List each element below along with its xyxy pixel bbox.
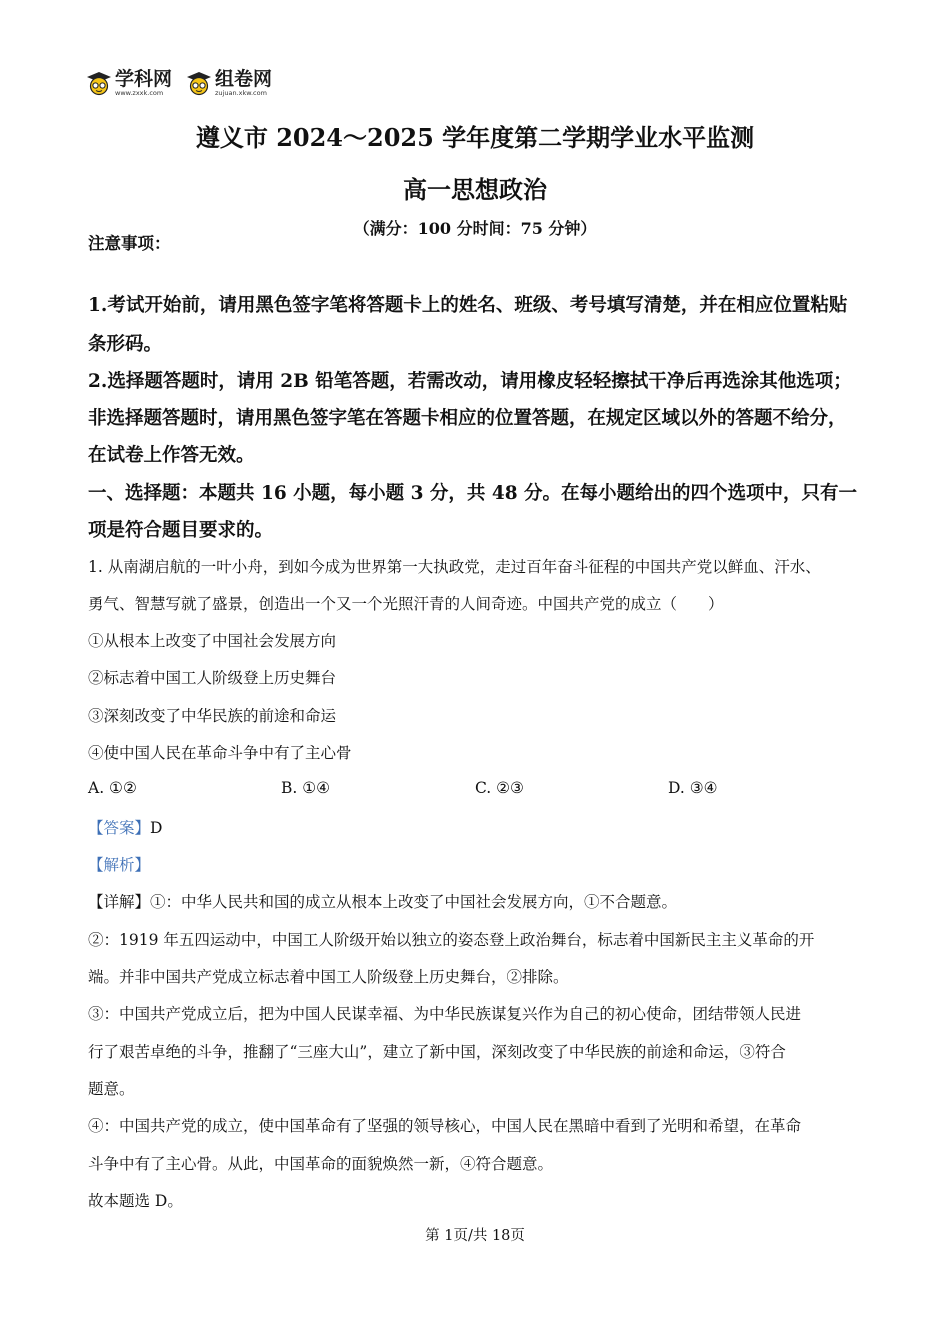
logo-name: 学科网 xyxy=(115,68,173,90)
logo-name: 组卷网 xyxy=(215,68,273,90)
question-1-stem-line1: 1. 从南湖启航的一叶小舟，到如今成为世界第一大执政党，走过百年奋斗征程的中国共产党以鲜血、汗水、 xyxy=(88,558,821,576)
exam-info: （满分：100 分时间：75 分钟） xyxy=(353,219,597,238)
notice-2-line1: 2.选择题答题时，请用 2B 铅笔答题，若需改动，请用橡皮轻轻擦拭干净后再选涂其他选项； xyxy=(88,371,852,392)
exam-title: 遵义市 2024～2025 学年度第二学期学业水平监测 xyxy=(195,123,755,152)
option-d: D. ③④ xyxy=(668,779,718,797)
logo-url: www.zxxk.com xyxy=(115,89,164,97)
option-c: C. ②③ xyxy=(475,779,524,797)
statement-4: ④使中国人民在革命斗争中有了主心骨 xyxy=(88,744,352,762)
notice-2-line2: 非选择题答题时，请用黑色签字笔在答题卡相应的位置答题，在规定区域以外的答题不给分， xyxy=(88,408,847,429)
analysis-tag: 【解析】 xyxy=(88,856,151,874)
page-footer: 第 1页/共 18页 xyxy=(425,1228,525,1244)
subject-title: 高一思想政治 xyxy=(403,175,547,204)
detail-line: ③：中国共产党成立后，把为中国人民谋幸福、为中华民族谋复兴作为自己的初心使命，团结带领人民进 xyxy=(88,1005,802,1023)
xuekewang-logo xyxy=(86,70,172,97)
option-a: A. ①② xyxy=(88,779,137,797)
student-face-icon xyxy=(186,70,212,96)
section-heading-line2: 项是符合题目要求的。 xyxy=(88,520,274,541)
zujuanwang-logo xyxy=(186,70,272,97)
answer-line xyxy=(88,816,162,838)
detail-line: 故本题选 D。 xyxy=(88,1192,183,1210)
logo-url: zujuan.xkw.com xyxy=(215,89,267,97)
option-b: B. ①④ xyxy=(281,779,331,797)
statement-2: ②标志着中国工人阶级登上历史舞台 xyxy=(88,669,337,687)
detail-line: 【详解】①：中华人民共和国的成立从根本上改变了中国社会发展方向，①不合题意。 xyxy=(88,893,678,911)
section-heading-line1: 一、选择题：本题共 16 小题，每小题 3 分，共 48 分。在每小题给出的四个选项中，只有一 xyxy=(88,483,858,504)
detail-line: 题意。 xyxy=(88,1080,135,1098)
detail-line: 行了艰苦卓绝的斗争，推翻了“三座大山”，建立了新中国，深刻改变了中华民族的前途和命运，③符合 xyxy=(88,1043,786,1061)
notice-2-line3: 在试卷上作答无效。 xyxy=(88,445,255,466)
notice-heading: 注意事项： xyxy=(88,234,171,253)
statement-1: ①从根本上改变了中国社会发展方向 xyxy=(88,632,337,650)
detail-line: ②：1919 年五四运动中，中国工人阶级开始以独立的姿态登上政治舞台，标志着中国新民主主义革命的开 xyxy=(88,931,815,949)
detail-line: ④：中国共产党的成立，使中国革命有了坚强的领导核心，中国人民在黑暗中看到了光明和希望，在革命 xyxy=(88,1117,802,1135)
question-1-stem-line2: 勇气、智慧写就了盛景，创造出一个又一个光照汗青的人间奇迹。中国共产党的成立（ ） xyxy=(88,595,724,613)
notice-1-line1: 1.考试开始前，请用黑色签字笔将答题卡上的姓名、班级、考号填写清楚，并在相应位置粘贴 xyxy=(88,295,848,316)
detail-line: 端。并非中国共产党成立标志着中国工人阶级登上历史舞台，②排除。 xyxy=(88,968,569,986)
answer-value: D xyxy=(150,819,163,837)
answer-tag: 【答案】 xyxy=(88,819,151,837)
statement-3: ③深刻改变了中华民族的前途和命运 xyxy=(88,707,337,725)
detail-line: 斗争中有了主心骨。从此，中国革命的面貌焕然一新，④符合题意。 xyxy=(88,1155,554,1173)
student-face-icon xyxy=(86,70,112,96)
header-logos xyxy=(86,70,272,97)
notice-1-line2: 条形码。 xyxy=(88,334,163,355)
